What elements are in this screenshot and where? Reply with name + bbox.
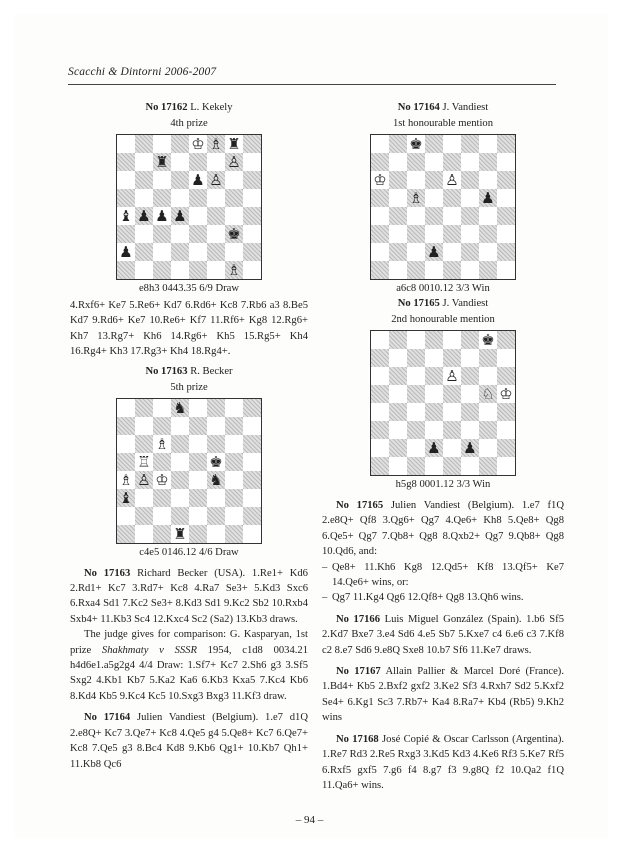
white-bishop-icon: ♗ bbox=[153, 435, 171, 453]
white-pawn-icon: ♙ bbox=[225, 153, 243, 171]
black-rook-icon: ♜ bbox=[153, 153, 171, 171]
board-square bbox=[389, 189, 407, 207]
award-17163: 5th prize bbox=[170, 381, 208, 393]
board-square bbox=[371, 207, 389, 225]
board-square bbox=[243, 453, 261, 471]
board-square bbox=[389, 439, 407, 457]
award-17165: 2nd honourable mention bbox=[391, 314, 495, 325]
board-square bbox=[371, 331, 389, 349]
black-pawn-icon: ♟ bbox=[117, 243, 135, 261]
board-square bbox=[171, 225, 189, 243]
board-square bbox=[497, 349, 515, 367]
board-square bbox=[407, 225, 425, 243]
board-square bbox=[153, 171, 171, 189]
white-bishop-icon: ♗ bbox=[207, 135, 225, 153]
caption-17162: e8h3 0443.35 6/9 Draw bbox=[138, 283, 240, 294]
board-square bbox=[461, 189, 479, 207]
white-king-icon: ♔ bbox=[153, 471, 171, 489]
board-square bbox=[117, 453, 135, 471]
black-pawn-icon: ♟ bbox=[425, 439, 443, 457]
board-square bbox=[135, 189, 153, 207]
black-rook-icon: ♜ bbox=[171, 525, 189, 543]
board-square bbox=[425, 189, 443, 207]
board-square bbox=[479, 171, 497, 189]
board-square bbox=[189, 453, 207, 471]
board-square bbox=[189, 489, 207, 507]
board-square bbox=[135, 525, 153, 543]
board-square bbox=[171, 243, 189, 261]
board-square bbox=[425, 349, 443, 367]
problem-title-17164: No 17164 J. Vandiest bbox=[397, 102, 489, 113]
board-square bbox=[135, 171, 153, 189]
board-square bbox=[153, 489, 171, 507]
board-square bbox=[207, 261, 225, 279]
board-square bbox=[371, 225, 389, 243]
board-square bbox=[371, 385, 389, 403]
board-square bbox=[117, 507, 135, 525]
chess-board-17162 bbox=[116, 134, 262, 280]
board-square bbox=[479, 243, 497, 261]
board-square bbox=[407, 385, 425, 403]
board-square bbox=[189, 243, 207, 261]
board-square bbox=[461, 385, 479, 403]
black-king-icon: ♚ bbox=[479, 331, 497, 349]
board-square bbox=[389, 171, 407, 189]
black-pawn-icon: ♟ bbox=[425, 243, 443, 261]
black-pawn-icon: ♟ bbox=[135, 207, 153, 225]
board-square bbox=[479, 225, 497, 243]
solution-17164: No 17164 Julien Vandiest (Belgium). 1.e7 d1Q 2.e8Q+ Kc7 3.Qe7+ Kc8 4.Qe5 g4 5.Qe8+ Kc7 6.Qe7+ Kc8 7.Qe5 g3 8.Bc4 Kd8 9.Kb6 Qg1+ 10.Kb7 Qh1+ 11.Kb8 Qc6 bbox=[70, 712, 308, 770]
board-square bbox=[207, 525, 225, 543]
board-square bbox=[479, 207, 497, 225]
board-square bbox=[225, 489, 243, 507]
caption-17165: h5g8 0001.12 3/3 Win bbox=[395, 479, 491, 490]
board-square bbox=[207, 189, 225, 207]
black-pawn-icon: ♟ bbox=[153, 207, 171, 225]
board-square bbox=[371, 457, 389, 475]
board-square bbox=[497, 189, 515, 207]
board-square bbox=[461, 421, 479, 439]
board-square bbox=[189, 207, 207, 225]
board-square bbox=[443, 439, 461, 457]
board-square bbox=[461, 349, 479, 367]
board-square bbox=[225, 189, 243, 207]
white-pawn-icon: ♙ bbox=[443, 367, 461, 385]
comparison-note: The judge gives for comparison: G. Kasparyan, 1st prize Shakhmaty v SSSR 1954, c1d8 0034.21 h4d6e1.a5g2g4 4/4 Draw: 1.Sf7+ Kc7 2.Sh6 g3 3.Sf5 Sxg2 4.Kb1 Kb7 5.Ka2 Ka6 6.Kb3 Kxa5 7.Kc4 Kb6 8.Kd4 Kb5 9.Kc4 Kc5 10.Sxg3 Bxg3 11.Kf3 draw. bbox=[70, 629, 308, 702]
board-square bbox=[425, 153, 443, 171]
board-square bbox=[189, 261, 207, 279]
board-square bbox=[461, 261, 479, 279]
board-square bbox=[171, 261, 189, 279]
white-king-icon: ♔ bbox=[371, 171, 389, 189]
board-square bbox=[243, 471, 261, 489]
board-square bbox=[153, 189, 171, 207]
board-square bbox=[371, 403, 389, 421]
board-square bbox=[479, 153, 497, 171]
board-square bbox=[479, 457, 497, 475]
board-square bbox=[117, 417, 135, 435]
board-square bbox=[389, 331, 407, 349]
board-square bbox=[135, 417, 153, 435]
award-17162: 4th prize bbox=[170, 118, 208, 129]
board-square bbox=[171, 507, 189, 525]
header-rule bbox=[68, 84, 556, 85]
solution-17168: No 17168 José Copié & Oscar Carlsson (Argentina). 1.Re7 Rd3 2.Re5 Rxg3 3.Kd5 Kd3 4.Ke6 Rf3 5.Ke7 Rf5 6.Rxf5 gxf5 7.g6 f4 8.g7 f3 9.g8Q f2 10.Qa2 f1Q 11.Qa6+ wins. bbox=[322, 733, 564, 791]
white-bishop-icon: ♗ bbox=[407, 189, 425, 207]
chess-board-17163 bbox=[116, 398, 262, 544]
board-square bbox=[225, 435, 243, 453]
board-square bbox=[189, 417, 207, 435]
board-square bbox=[443, 153, 461, 171]
board-square bbox=[461, 171, 479, 189]
board-square bbox=[243, 243, 261, 261]
board-square bbox=[135, 399, 153, 417]
board-square bbox=[207, 417, 225, 435]
board-square bbox=[135, 489, 153, 507]
board-square bbox=[153, 135, 171, 153]
board-square bbox=[225, 171, 243, 189]
white-pawn-icon: ♙ bbox=[443, 171, 461, 189]
board-square bbox=[171, 189, 189, 207]
board-square bbox=[497, 225, 515, 243]
board-square bbox=[497, 135, 515, 153]
board-square bbox=[207, 243, 225, 261]
board-square bbox=[171, 153, 189, 171]
board-square bbox=[153, 453, 171, 471]
board-square bbox=[407, 439, 425, 457]
left-column bbox=[70, 100, 308, 772]
solution-17167: No 17167 Allain Pallier & Marcel Doré (France). 1.Bd4+ Kb5 2.Bxf2 gxf2 3.Ke2 Sf3 4.Rxh7 Sd2 5.Kxf2 Se4+ 6.Kg1 Sc3 7.Rb7+ Ka4 8.Ra7+ Kb4 (Rb5) 9.Kh2 wins bbox=[322, 666, 564, 724]
board-square bbox=[443, 331, 461, 349]
dash-mark: – bbox=[322, 561, 328, 573]
board-square bbox=[389, 243, 407, 261]
white-knight-icon: ♘ bbox=[479, 385, 497, 403]
board-square bbox=[389, 261, 407, 279]
board-square bbox=[461, 331, 479, 349]
board-square bbox=[407, 403, 425, 421]
running-title: Scacchi & Dintorni 2006-2007 bbox=[68, 66, 217, 78]
board-square bbox=[117, 525, 135, 543]
board-square bbox=[425, 367, 443, 385]
board-square bbox=[225, 507, 243, 525]
board-square bbox=[207, 207, 225, 225]
board-square bbox=[135, 435, 153, 453]
board-square bbox=[407, 367, 425, 385]
solution-17165: No 17165 Julien Vandiest (Belgium). 1.e7 f1Q 2.e8Q+ Qf8 3.Qg6+ Qg7 4.Qe6+ Kh8 5.Qe8+ Qg8 6.Qe5+ Qg7 7.Qb8+ Qg8 8.Qxb2+ Qg7 9.Qb8+ Qg8 10.Qd6, and: bbox=[322, 500, 564, 558]
board-square bbox=[243, 525, 261, 543]
black-knight-icon: ♞ bbox=[207, 471, 225, 489]
board-square bbox=[225, 243, 243, 261]
board-square bbox=[389, 385, 407, 403]
board-square bbox=[371, 153, 389, 171]
board-square bbox=[479, 367, 497, 385]
board-square bbox=[189, 153, 207, 171]
board-square bbox=[189, 471, 207, 489]
board-square bbox=[189, 507, 207, 525]
black-king-icon: ♚ bbox=[225, 225, 243, 243]
board-square bbox=[479, 349, 497, 367]
board-square bbox=[497, 403, 515, 421]
board-square bbox=[389, 403, 407, 421]
board-square bbox=[407, 349, 425, 367]
board-square bbox=[207, 153, 225, 171]
board-square bbox=[153, 243, 171, 261]
board-square bbox=[497, 261, 515, 279]
board-square bbox=[371, 243, 389, 261]
board-square bbox=[443, 403, 461, 421]
board-square bbox=[189, 225, 207, 243]
board-square bbox=[389, 225, 407, 243]
board-square bbox=[189, 435, 207, 453]
board-square bbox=[407, 331, 425, 349]
board-square bbox=[153, 399, 171, 417]
board-square bbox=[225, 417, 243, 435]
black-bishop-icon: ♝ bbox=[117, 489, 135, 507]
solution-17163: No 17163 Richard Becker (USA). 1.Re1+ Kd6 2.Rd1+ Kc7 3.Rd7+ Kc8 4.Ra7 Se3+ 5.Kd3 Sxc6 6.Rxa4 Sd1 7.Kc2 Se3+ 8.Kd3 Sd1 9.Kc2 Sb2 10.Rxb4 Sxb4+ 11.Kb3 Sc4 12.Kxc4 Sc2 (Sa2) 13.Kb3 draws. bbox=[70, 567, 308, 625]
board-square bbox=[243, 507, 261, 525]
white-king-icon: ♔ bbox=[189, 135, 207, 153]
board-square bbox=[189, 189, 207, 207]
black-pawn-icon: ♟ bbox=[171, 207, 189, 225]
board-square bbox=[497, 367, 515, 385]
board-square bbox=[461, 457, 479, 475]
board-square bbox=[389, 207, 407, 225]
board-square bbox=[135, 153, 153, 171]
white-pawn-icon: ♙ bbox=[207, 171, 225, 189]
board-square bbox=[371, 439, 389, 457]
board-square bbox=[425, 385, 443, 403]
board-square bbox=[443, 385, 461, 403]
board-square bbox=[135, 507, 153, 525]
board-square bbox=[461, 403, 479, 421]
board-square bbox=[225, 207, 243, 225]
board-square bbox=[497, 421, 515, 439]
board-square bbox=[117, 261, 135, 279]
board-square bbox=[389, 153, 407, 171]
board-square bbox=[389, 349, 407, 367]
board-square bbox=[117, 399, 135, 417]
black-pawn-icon: ♟ bbox=[189, 171, 207, 189]
board-square bbox=[171, 435, 189, 453]
board-square bbox=[243, 171, 261, 189]
board-square bbox=[117, 225, 135, 243]
board-square bbox=[153, 507, 171, 525]
board-square bbox=[389, 457, 407, 475]
board-square bbox=[425, 421, 443, 439]
board-square bbox=[117, 153, 135, 171]
problem-title-17162: No 17162 L. Kekely bbox=[145, 102, 233, 113]
board-square bbox=[207, 489, 225, 507]
board-square bbox=[225, 525, 243, 543]
dash-mark: – bbox=[322, 592, 328, 604]
board-square bbox=[497, 457, 515, 475]
board-square bbox=[497, 171, 515, 189]
board-square bbox=[425, 457, 443, 475]
board-square bbox=[371, 261, 389, 279]
right-column bbox=[322, 100, 564, 793]
board-square bbox=[207, 435, 225, 453]
board-square bbox=[171, 453, 189, 471]
board-square bbox=[117, 435, 135, 453]
board-square bbox=[443, 349, 461, 367]
black-rook-icon: ♜ bbox=[225, 135, 243, 153]
board-square bbox=[207, 399, 225, 417]
black-knight-icon: ♞ bbox=[171, 399, 189, 417]
chess-board-17165 bbox=[370, 330, 516, 476]
board-square bbox=[497, 207, 515, 225]
board-square bbox=[243, 135, 261, 153]
board-square bbox=[371, 349, 389, 367]
board-square bbox=[171, 171, 189, 189]
board-square bbox=[371, 421, 389, 439]
chess-board-17164 bbox=[370, 134, 516, 280]
black-bishop-icon: ♝ bbox=[117, 207, 135, 225]
black-king-icon: ♚ bbox=[407, 135, 425, 153]
board-square bbox=[225, 453, 243, 471]
white-king-icon: ♔ bbox=[497, 385, 515, 403]
board-square bbox=[461, 367, 479, 385]
board-square bbox=[243, 261, 261, 279]
board-square bbox=[407, 243, 425, 261]
board-square bbox=[153, 261, 171, 279]
white-pawn-icon: ♙ bbox=[135, 471, 153, 489]
board-square bbox=[443, 135, 461, 153]
board-square bbox=[461, 153, 479, 171]
board-square bbox=[443, 243, 461, 261]
board-square bbox=[117, 171, 135, 189]
board-square bbox=[171, 471, 189, 489]
board-square bbox=[117, 189, 135, 207]
board-square bbox=[461, 207, 479, 225]
board-square bbox=[479, 135, 497, 153]
board-square bbox=[243, 153, 261, 171]
board-square bbox=[497, 439, 515, 457]
board-square bbox=[443, 261, 461, 279]
board-square bbox=[225, 471, 243, 489]
black-pawn-icon: ♟ bbox=[461, 439, 479, 457]
board-square bbox=[389, 367, 407, 385]
board-square bbox=[371, 367, 389, 385]
board-square bbox=[407, 457, 425, 475]
board-square bbox=[443, 189, 461, 207]
black-pawn-icon: ♟ bbox=[479, 189, 497, 207]
board-square bbox=[243, 399, 261, 417]
board-square bbox=[479, 261, 497, 279]
board-square bbox=[171, 135, 189, 153]
board-square bbox=[425, 261, 443, 279]
board-square bbox=[479, 421, 497, 439]
board-square bbox=[443, 421, 461, 439]
board-square bbox=[243, 207, 261, 225]
board-square bbox=[425, 331, 443, 349]
board-square bbox=[407, 261, 425, 279]
board-square bbox=[389, 421, 407, 439]
caption-17163: c4e5 0146.12 4/6 Draw bbox=[139, 546, 239, 558]
white-bishop-icon: ♗ bbox=[117, 471, 135, 489]
board-square bbox=[461, 243, 479, 261]
board-square bbox=[153, 225, 171, 243]
board-square bbox=[443, 207, 461, 225]
board-square bbox=[479, 403, 497, 421]
board-square bbox=[497, 153, 515, 171]
board-square bbox=[425, 135, 443, 153]
board-square bbox=[425, 207, 443, 225]
board-square bbox=[371, 135, 389, 153]
board-square bbox=[153, 417, 171, 435]
award-17164: 1st honourable mention bbox=[392, 118, 494, 129]
board-square bbox=[443, 457, 461, 475]
board-square bbox=[189, 399, 207, 417]
page-number: – 94 – bbox=[295, 814, 324, 826]
solution-17162: 4.Rxf6+ Ke7 5.Re6+ Kd7 6.Rd6+ Kc8 7.Rb6 a3 8.Be5 Kd7 9.Rd6+ Ke7 10.Re6+ Kf7 11.Rf6+ Kg8 12.Rg6+ Kh7 13.Rg7+ Kh6 14.Rg6+ Kh5 15.Rg5+ Kh4 16.Rg4+ Kh3 17.Rg3+ Kh4 18.Rg4+. bbox=[70, 300, 308, 358]
board-square bbox=[407, 171, 425, 189]
solution-17166: No 17166 Luis Miguel González (Spain). 1.b6 Sf5 2.Kd7 Bxe7 3.e4 Sd6 4.e5 Sb7 5.Kxe7 c4 6.e6 c3 7.Kf8 c2 8.e7 Sd6 9.e8Q Sxe8 10.b7 Sf6 11.Ke7 draws. bbox=[322, 613, 564, 656]
board-square bbox=[425, 225, 443, 243]
board-square bbox=[243, 435, 261, 453]
board-square bbox=[407, 207, 425, 225]
board-square bbox=[243, 225, 261, 243]
caption-17164: a6c8 0010.12 3/3 Win bbox=[396, 283, 490, 294]
board-square bbox=[461, 135, 479, 153]
board-square bbox=[207, 225, 225, 243]
board-square bbox=[389, 135, 407, 153]
board-square bbox=[443, 225, 461, 243]
board-square bbox=[117, 135, 135, 153]
board-square bbox=[371, 189, 389, 207]
board-square bbox=[425, 403, 443, 421]
white-bishop-icon: ♗ bbox=[225, 261, 243, 279]
board-square bbox=[189, 525, 207, 543]
board-square bbox=[407, 153, 425, 171]
white-rook-icon: ♖ bbox=[135, 453, 153, 471]
problem-title-17163: No 17163 R. Becker bbox=[145, 365, 233, 377]
variation-1: – Qe8+ 11.Kh6 Kg8 12.Qd5+ Kf8 13.Qf5+ Ke7 14.Qe6+ wins, or: bbox=[322, 561, 564, 589]
board-square bbox=[243, 489, 261, 507]
board-square bbox=[135, 135, 153, 153]
board-square bbox=[425, 171, 443, 189]
board-square bbox=[407, 421, 425, 439]
problem-title-17165: No 17165 J. Vandiest bbox=[397, 298, 489, 309]
board-square bbox=[135, 225, 153, 243]
board-square bbox=[461, 225, 479, 243]
black-king-icon: ♚ bbox=[207, 453, 225, 471]
variation-2: – Qg7 11.Kg4 Qg6 12.Qf8+ Qg8 13.Qh6 wins. bbox=[322, 590, 564, 605]
board-square bbox=[153, 525, 171, 543]
board-square bbox=[497, 331, 515, 349]
board-square bbox=[171, 417, 189, 435]
board-square bbox=[243, 189, 261, 207]
board-square bbox=[479, 439, 497, 457]
board-square bbox=[135, 261, 153, 279]
board-square bbox=[497, 243, 515, 261]
board-square bbox=[225, 399, 243, 417]
board-square bbox=[207, 507, 225, 525]
board-square bbox=[171, 489, 189, 507]
board-square bbox=[243, 417, 261, 435]
board-square bbox=[135, 243, 153, 261]
